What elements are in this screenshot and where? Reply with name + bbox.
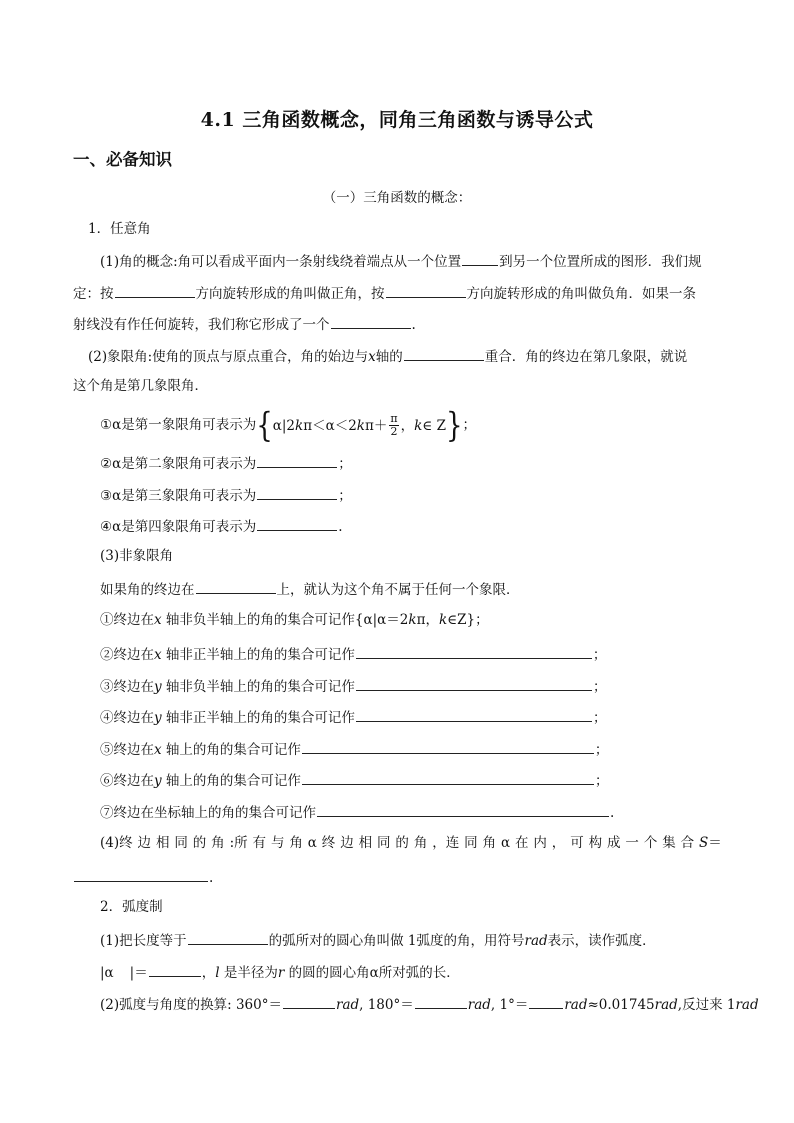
- coterminal-line-2: .: [73, 866, 213, 888]
- blank-field: [257, 484, 337, 500]
- blank-field: [74, 866, 208, 882]
- nonquadrant-item-2: ②终边在x 轴非正半轴上的角的集合可记作 ；: [100, 643, 606, 665]
- nonquadrant-item-6: ⑥终边在y 轴上的角的集合可记作 ；: [100, 769, 608, 791]
- quadrant-fourth-item: ④α是第四象限角可表示为 .: [100, 515, 343, 537]
- angle-concept-line-2: 定：按 方向旋转形成的角叫做正角，按 方向旋转形成的角叫做负角．如果一条: [73, 282, 696, 304]
- blank-field: [356, 706, 592, 722]
- blank-field: [356, 643, 592, 659]
- coterminal-line-1: (4)终 边 相 同 的 角 :所 有 与 角 α 终 边 相 同 的 角 ，连 同 角 α 在 内 ， 可 构 成 一 个 集 合 S＝: [100, 835, 722, 851]
- fraction-pi-over-2: $\frac{\pi}{2}$: [390, 412, 398, 438]
- nonquadrant-line-1: 如果角的终边在 上，就认为这个角不属于任何一个象限．: [100, 578, 520, 600]
- set-expression: { α|2 k π＜α＜2 k π＋ $\frac{\pi}{2}$ ， k ∈ Z }: [256, 406, 463, 445]
- blank-field: [149, 961, 201, 977]
- blank-field: [302, 738, 594, 754]
- subsection-heading: （一）三角函数的概念：: [322, 190, 472, 206]
- page-title: 4.1 三角函数概念，同角三角函数与诱导公式: [200, 109, 594, 131]
- blank-field: [404, 345, 484, 361]
- quadrant-first-item: ①α是第一象限角可表示为 { α|2 k π＜α＜2 k π＋ $\frac{\pi}{2}$ ， k ∈ Z } ；: [100, 406, 476, 445]
- blank-field: [317, 801, 609, 817]
- blank-field: [529, 993, 563, 1009]
- item-heading-arbitrary-angle: 1．任意角: [88, 221, 151, 237]
- blank-field: [283, 993, 335, 1009]
- radian-line-3: (2)弧度与角度的换算: 360°＝ rad, 180°＝ rad, 1°＝ rad≈0.01745rad,反过来 1rad: [100, 993, 759, 1015]
- blank-field: [331, 313, 411, 329]
- blank-field: [415, 993, 467, 1009]
- nonquadrant-item-3: ③终边在y 轴非负半轴上的角的集合可记作 ；: [100, 675, 606, 697]
- blank-field: [115, 282, 195, 298]
- blank-field: [257, 515, 337, 531]
- blank-field: [302, 769, 594, 785]
- blank-field: [257, 452, 337, 468]
- nonquadrant-item-1: ①终边在x 轴非负半轴上的角的集合可记作{α|α＝2kπ，k∈Z}；: [100, 612, 489, 628]
- blank-field: [386, 282, 466, 298]
- nonquadrant-item-4: ④终边在y 轴非正半轴上的角的集合可记作 ；: [100, 706, 606, 728]
- blank-field: [462, 250, 498, 266]
- radian-line-2: |α |＝ ，l 是半径为r 的圆的圆心角α所对弧的长．: [100, 961, 460, 983]
- nonquadrant-heading: (3)非象限角: [100, 548, 174, 564]
- quadrant-third-item: ③α是第三象限角可表示为 ；: [100, 484, 352, 506]
- blank-field: [356, 675, 592, 691]
- section-heading: 一、必备知识: [73, 150, 172, 169]
- quadrant-second-item: ②α是第二象限角可表示为 ；: [100, 452, 352, 474]
- blank-field: [196, 578, 276, 594]
- quadrant-line-2: 这个角是第几象限角．: [73, 378, 208, 394]
- item-heading-radian: 2．弧度制: [100, 899, 163, 915]
- nonquadrant-item-5: ⑤终边在x 轴上的角的集合可记作 ；: [100, 738, 608, 760]
- angle-concept-line-3: 射线没有作任何旋转，我们称它形成了一个 .: [73, 313, 416, 335]
- nonquadrant-item-7: ⑦终边在坐标轴上的角的集合可记作 .: [100, 801, 614, 823]
- radian-line-1: (1)把长度等于 的弧所对的圆心角叫做 1弧度的角，用符号rad表示，读作弧度．: [100, 929, 656, 951]
- quadrant-line-1: (2)象限角:使角的顶点与原点重合，角的始边与x轴的 重合．角的终边在第几象限，就说: [88, 345, 687, 367]
- blank-field: [188, 929, 268, 945]
- angle-concept-line-1: (1)角的概念:角可以看成平面内一条射线绕着端点从一个位置 到另一个位置所成的图形．我们规: [100, 250, 702, 272]
